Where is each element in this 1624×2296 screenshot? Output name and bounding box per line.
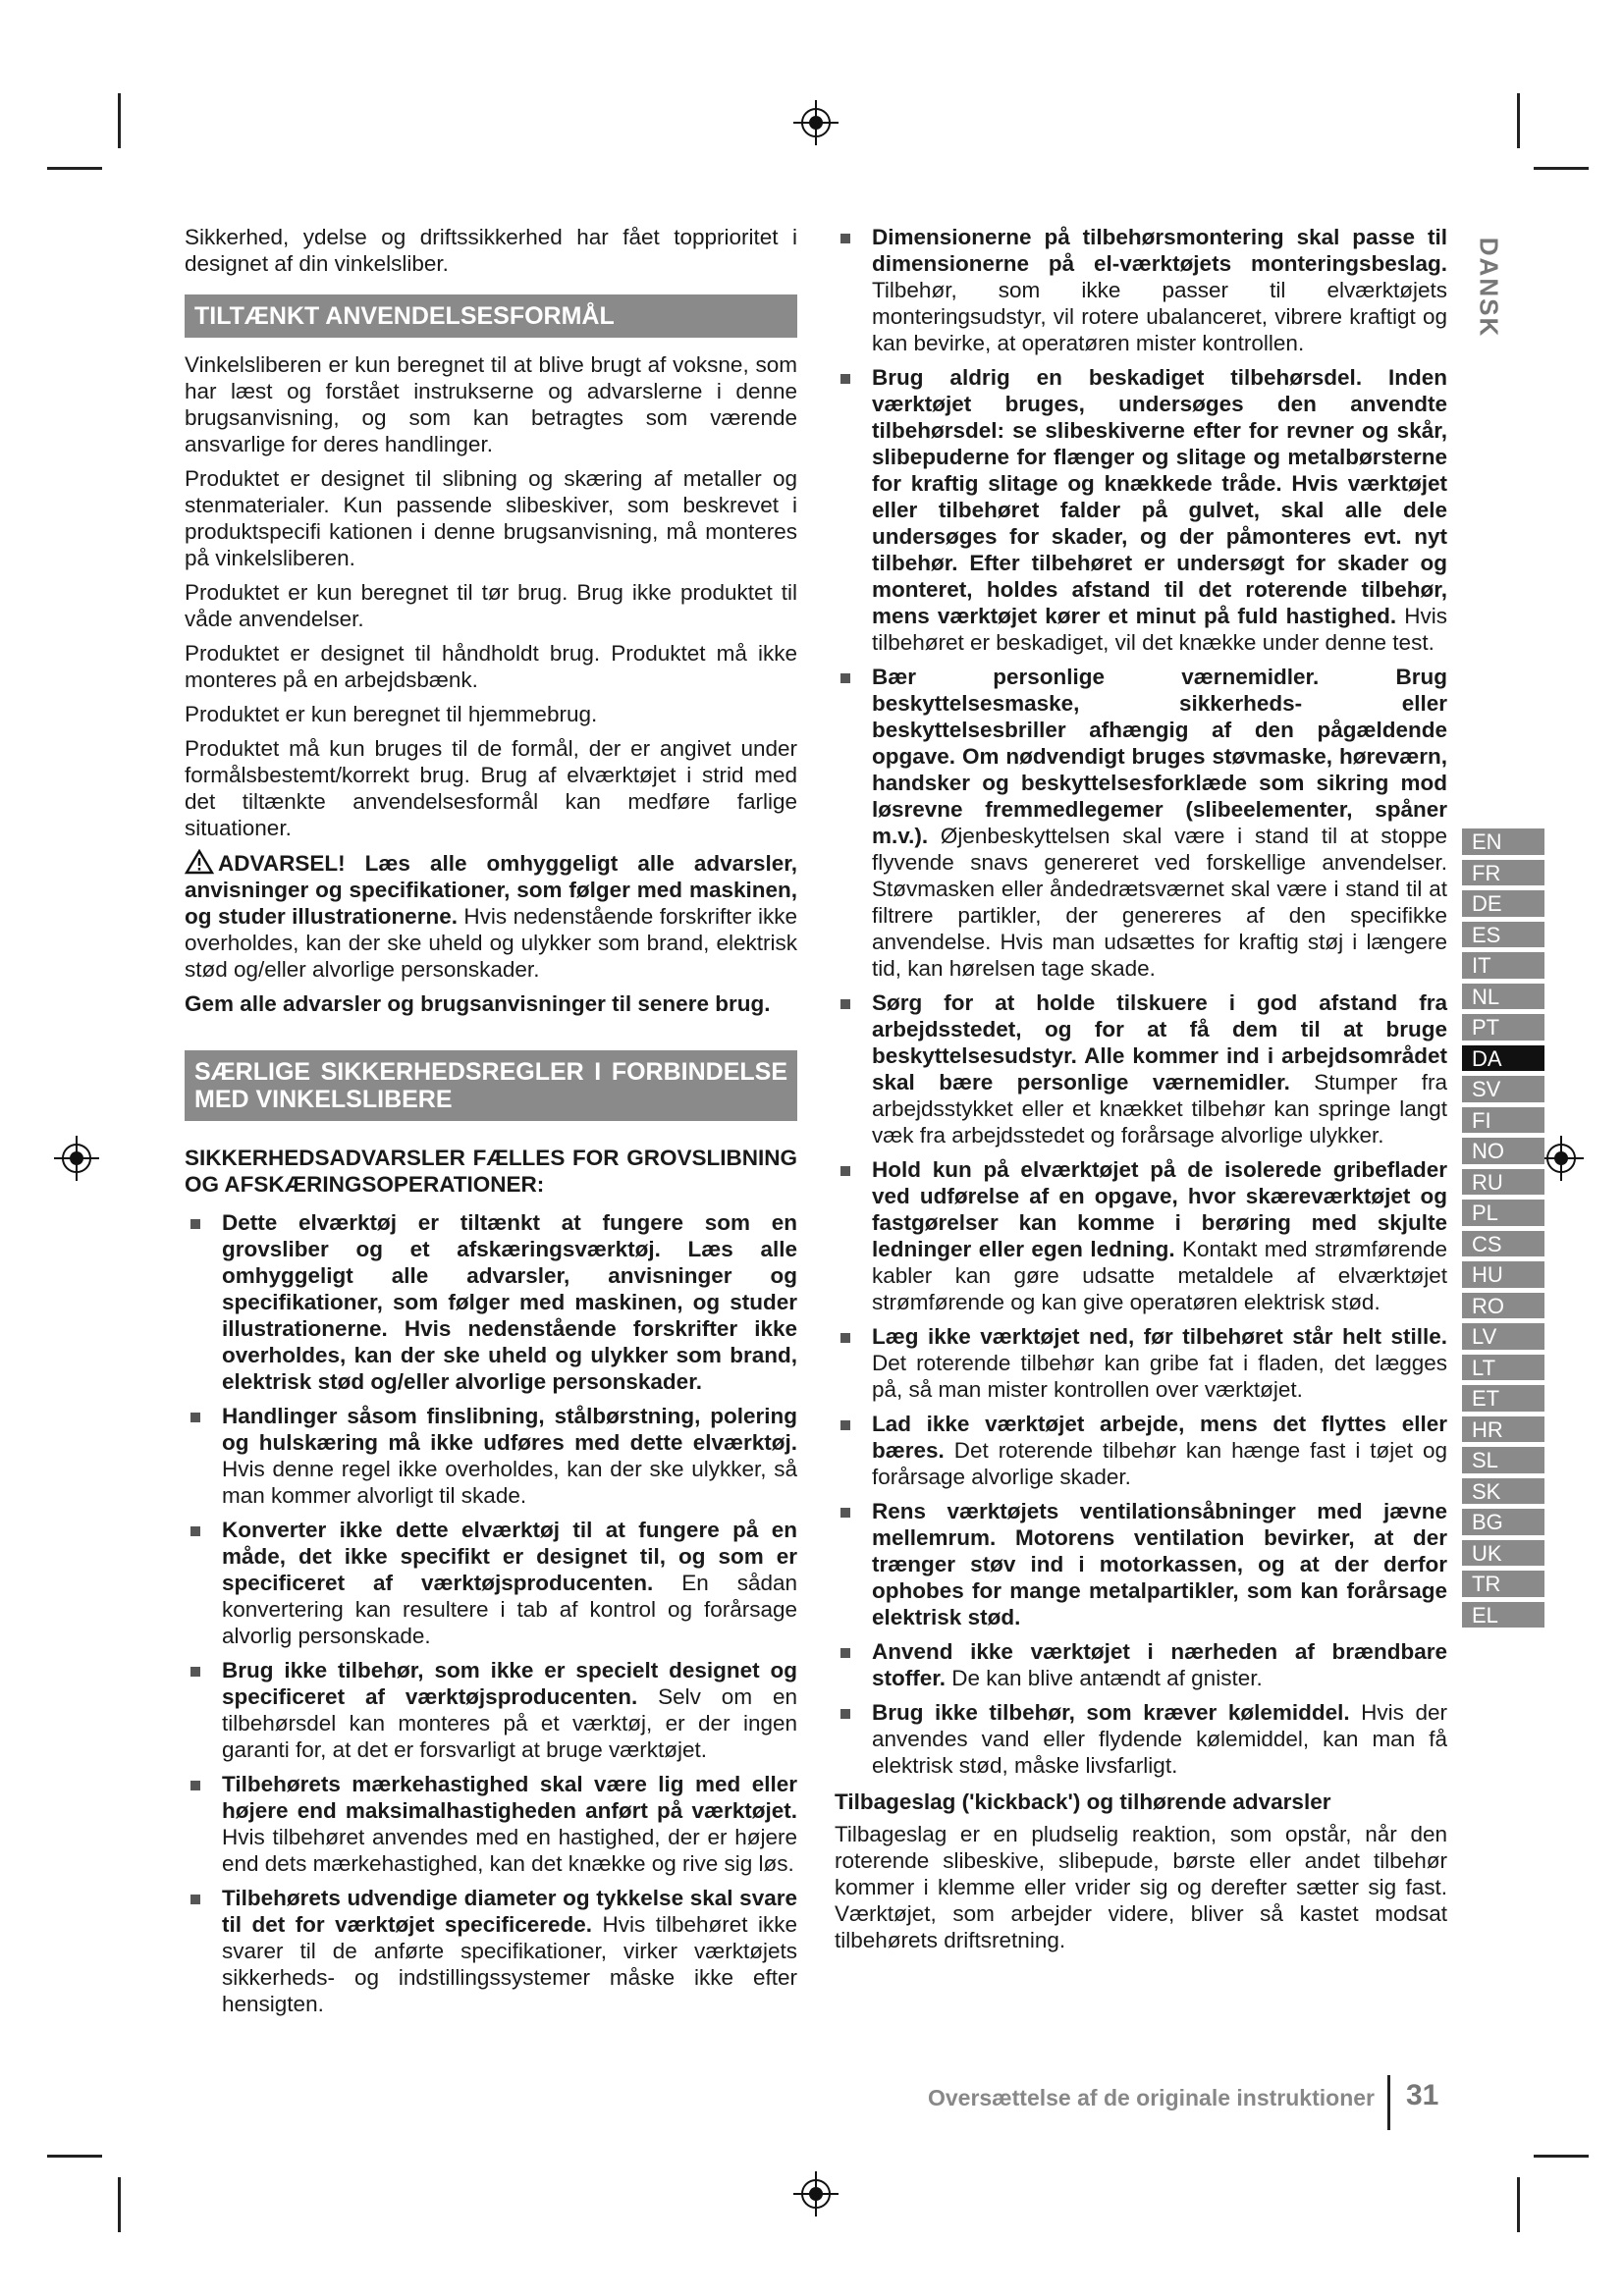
- bullet-list: [835, 224, 1447, 1779]
- list-item: [835, 664, 1447, 982]
- page-number: 31: [1406, 2079, 1439, 2111]
- language-tab-tr[interactable]: TR: [1462, 1571, 1544, 1597]
- list-item-bold: Handlinger såsom finslibning, stålbørstning, polering og hulskæring må ikke udføres med dette elværktøj.: [222, 1404, 797, 1455]
- language-tab-en[interactable]: EN: [1462, 828, 1544, 855]
- list-item-text: Det roterende tilbehør kan gribe fat i fladen, det lægges på, så man mister kontrollen over værktøjet.: [872, 1351, 1447, 1402]
- list-item-bold: Hold kun på elværktøjet på de isolerede gribeflader ved udførelse af en opgave, hvor skæreværktøjet og fastgørelser kan komme i berøring med skjulte ledninger eller egen ledning.: [872, 1157, 1447, 1261]
- language-tab-sl[interactable]: SL: [1462, 1447, 1544, 1473]
- list-item-text: Hvis tilbehøret er beskadiget, vil det knække under denne test.: [872, 604, 1447, 655]
- crop-mark: [1534, 167, 1589, 170]
- language-tab-sv[interactable]: SV: [1462, 1076, 1544, 1102]
- kickback-heading: Tilbageslag ('kickback') og tilhørende advarsler: [835, 1789, 1331, 1814]
- paragraph: Produktet må kun bruges til de formål, der er angivet under formålsbestemt/korrekt brug. Brug af elværktøjet i strid med det tiltænkte anvendelsesformål kan medføre farlige situationer.: [185, 736, 797, 840]
- list-item: [185, 1657, 797, 1763]
- language-tab-fr[interactable]: FR: [1462, 860, 1544, 886]
- crop-mark: [118, 93, 121, 148]
- list-item-text: Stumper fra arbejdsstykket eller et knækket tilbehør kan springe langt væk fra arbejdsstedet og forårsage alvorlige ulykker.: [872, 1070, 1448, 1148]
- list-item-bold: Brug ikke tilbehør, som kræver kølemiddel.: [872, 1700, 1350, 1725]
- language-tab-de[interactable]: DE: [1462, 890, 1544, 917]
- list-item: [185, 1771, 797, 1877]
- list-item: [835, 1638, 1447, 1691]
- crop-mark: [47, 167, 102, 170]
- paragraph: Produktet er kun beregnet til hjemmebrug.: [185, 702, 598, 726]
- language-tab-et[interactable]: ET: [1462, 1385, 1544, 1412]
- section-heading: TILTÆNKT ANVENDELSESFORMÅL: [185, 294, 797, 338]
- list-item-text: Det roterende tilbehør kan hænge fast i tøjet og forårsage alvorlige skader.: [872, 1438, 1447, 1489]
- list-item: [835, 1498, 1447, 1630]
- list-item-text: Øjenbeskyttelsen skal være i stand til at stoppe flyvende snavs genereret ved forskellige anvendelser. Støvmasken eller åndedrætsværnet skal være i stand til at filtrere partikler, der genereres af den specifikke anvendelse. Hvis man udsættes for kraftig støj i længere tid, kan hørelsen tage skade.: [872, 824, 1447, 981]
- list-item-text: En sådan konvertering kan resultere i tab af kontrol og forårsage alvorlig personskade.: [222, 1571, 798, 1648]
- list-item-bold: Anvend ikke værktøjet i nærheden af brændbare stoffer.: [872, 1639, 1447, 1690]
- language-tab-hr[interactable]: HR: [1462, 1416, 1544, 1443]
- language-tab-hu[interactable]: HU: [1462, 1261, 1544, 1288]
- language-tab-cs[interactable]: CS: [1462, 1231, 1544, 1257]
- crop-mark: [1534, 2155, 1589, 2158]
- list-item: [835, 1699, 1447, 1779]
- list-item-text: Hvis tilbehøret anvendes med en hastighed, der er højere end dets mærkehastighed, kan det knække og rive sig løs.: [222, 1825, 797, 1876]
- list-item-bold: Tilbehørets mærkehastighed skal være lig med eller højere end maksimalhastigheden anført på værktøjet.: [222, 1772, 797, 1823]
- language-tab-nl[interactable]: NL: [1462, 984, 1544, 1010]
- list-item: [835, 1323, 1447, 1403]
- bullet-list: [185, 1209, 797, 2017]
- registration-mark-icon: [793, 100, 839, 145]
- crop-mark: [1517, 2177, 1520, 2232]
- list-item: [835, 224, 1447, 356]
- language-tab-pl[interactable]: PL: [1462, 1200, 1544, 1226]
- language-tab-sk[interactable]: SK: [1462, 1478, 1544, 1505]
- registration-mark-icon: [793, 2171, 839, 2216]
- kickback-paragraph: Tilbageslag er en pludselig reaktion, som opstår, når den roterende slibeskive, slibepude, børste eller andet tilbehør kommer i klemme eller vrider sig og derefter sætter sig fast. Værktøjet, som arbejder videre, bliver så kastet modsat tilbehørets driftsretning.: [835, 1822, 1447, 1952]
- language-tab-fi[interactable]: FI: [1462, 1107, 1544, 1134]
- list-item-text: Hvis der anvendes vand eller flydende kølemiddel, kan man få elektrisk stød, måske livsfarligt.: [872, 1700, 1447, 1778]
- list-item-bold: Dette elværktøj er tiltænkt at fungere som en grovsliber og et afskæringsværktøj. Læs alle omhyggeligt alle advarsler, anvisninger og specifikationer, som følger med maskinen, og studer illustrationerne. Hvis nedenstående forskrifter ikke overholdes, kan der ske uheld og ulykker som brand, elektrisk stød og/eller alvorlige personskader.: [222, 1210, 797, 1394]
- list-item-text: Tilbehør, som ikke passer til elværktøjets monteringsudstyr, vil rotere ubalanceret, vibrere kraftigt og kan bevirke, at operatøren mister kontrollen.: [872, 278, 1447, 355]
- footer-divider: [1387, 2075, 1390, 2130]
- crop-mark: [47, 2155, 102, 2158]
- list-item-bold: Sørg for at holde tilskuere i god afstand fra arbejdsstedet, og for at få dem til at bruge beskyttelsesudstyr. Alle kommer ind i arbejdsområdet skal bære personlige værnemidler.: [872, 990, 1447, 1095]
- paragraph: Produktet er kun beregnet til tør brug. Brug ikke produktet til våde anvendelser.: [185, 580, 797, 631]
- left-column: [185, 224, 797, 2025]
- list-item: [185, 1403, 797, 1509]
- right-column: [835, 224, 1447, 1961]
- warning-bold-text: ADVARSEL! Læs alle omhyggeligt alle advarsler, anvisninger og specifikationer, som følger med maskinen, og studer illustrationerne.: [185, 851, 797, 929]
- crop-mark: [1517, 93, 1520, 148]
- list-item-text: Hvis tilbehøret ikke svarer til de anførte specifikationer, virker værktøjets sikkerheds- og indstillingssystemer måske ikke efter hensigten.: [222, 1912, 797, 2016]
- list-item-text: De kan blive antændt af gnister.: [946, 1666, 1263, 1690]
- paragraph: Vinkelsliberen er kun beregnet til at blive brugt af voksne, som har læst og forstået instrukserne og advarslerne i denne brugsanvisning, og som kan betragtes som værende ansvarlige for deres handlinger.: [185, 352, 797, 456]
- warning-text: Hvis nedenstående forskrifter ikke overholdes, kan der ske uheld og ulykker som brand, elektrisk stød og/eller alvorlige personskader.: [185, 904, 797, 982]
- language-tabs: [1462, 828, 1544, 1632]
- intro-paragraph: Sikkerhed, ydelse og driftssikkerhed har fået topprioritet i designet af din vinkelsliber.: [185, 225, 797, 276]
- registration-mark-icon: [1539, 1136, 1584, 1181]
- language-tab-el[interactable]: EL: [1462, 1602, 1544, 1629]
- list-item-bold: Dimensionerne på tilbehørsmontering skal passe til dimensionerne på el-værktøjets monteringsbeslag.: [872, 225, 1447, 276]
- list-item-bold: Læg ikke værktøjet ned, før tilbehøret står helt stille.: [872, 1324, 1447, 1349]
- list-item-bold: Konverter ikke dette elværktøj til at fungere på en måde, det ikke specifikt er designet til, og som er specificeret af værktøjsproducenten.: [222, 1518, 797, 1595]
- section-heading: SÆRLIGE SIKKERHEDSREGLER I FORBINDELSE MED VINKELSLIBERE: [185, 1050, 797, 1121]
- list-item-bold: Bær personlige værnemidler. Brug beskyttelsesmaske, sikkerheds- eller beskyttelsesbriller afhængig af den pågældende opgave. Om nødvendigt bruges støvmaske, høreværn, handsker og beskyttelsesforklæde som sikring mod løsrevne fremmedlegemer (slibeelementer, spåner m.v.).: [872, 665, 1447, 848]
- language-tab-ro[interactable]: RO: [1462, 1293, 1544, 1319]
- language-tab-ru[interactable]: RU: [1462, 1169, 1544, 1196]
- list-item-bold: Lad ikke værktøjet arbejde, mens det flyttes eller bæres.: [872, 1412, 1447, 1463]
- list-item-bold: Rens værktøjets ventilationsåbninger med jævne mellemrum. Motorens ventilation bevirker, at der trænger støv ind i motorkassen, og at der derfor ophobes for mange metalpartikler, som kan forårsage elektrisk stød.: [872, 1499, 1447, 1629]
- registration-mark-icon: [54, 1136, 99, 1181]
- warning-paragraph: [185, 849, 797, 983]
- paragraph: Produktet er designet til håndholdt brug. Produktet må ikke monteres på en arbejdsbænk.: [185, 641, 797, 692]
- list-item: [185, 1209, 797, 1395]
- paragraph: Produktet er designet til slibning og skæring af metaller og stenmaterialer. Kun passende slibeskiver, som beskrevet i produktspecifi kationen i denne brugsanvisning, må monteres på vinkelsliberen.: [185, 466, 797, 570]
- language-tab-es[interactable]: ES: [1462, 922, 1544, 948]
- list-item-bold: Brug aldrig en beskadiget tilbehørsdel. Inden værktøjet bruges, undersøges den anvendte tilbehørsdel: se slibeskiverne efter for revner og skår, slibepuderne for flænger og slitage og metalbørsterne for kraftig slitage og knækkede tråde. Hvis værktøjet eller tilbehøret falder på gulvet, skal alle dele undersøges for skader, og der påmonteres evt. nyt tilbehør. Efter tilbehøret er undersøgt for skader og monteret, holdes afstand til det roterende tilbehør, mens værktøjet kører et minut på fuld hastighed.: [872, 365, 1447, 628]
- language-tab-da[interactable]: DA: [1462, 1045, 1544, 1072]
- language-tab-lt[interactable]: LT: [1462, 1355, 1544, 1381]
- list-item: [835, 364, 1447, 656]
- list-item-text: Selv om en tilbehørsdel kan monteres på et værktøj, er der ingen garanti for, at det er forsvarligt at bruge værktøjet.: [222, 1684, 797, 1762]
- crop-mark: [118, 2177, 121, 2232]
- list-item: [185, 1517, 797, 1649]
- list-item-text: Hvis denne regel ikke overholdes, kan der ske ulykker, så man kommer alvorligt til skade.: [222, 1457, 797, 1508]
- language-side-label: [1469, 234, 1508, 342]
- language-tab-pt[interactable]: PT: [1462, 1014, 1544, 1041]
- list-item: [835, 1156, 1447, 1315]
- list-item-bold: Brug ikke tilbehør, som ikke er specielt designet og specificeret af værktøjsproducenten.: [222, 1658, 797, 1709]
- language-tab-it[interactable]: IT: [1462, 952, 1544, 979]
- language-tab-lv[interactable]: LV: [1462, 1323, 1544, 1350]
- language-side-label-text: DANSK: [1474, 237, 1504, 339]
- list-item: [835, 1411, 1447, 1490]
- keep-instructions: Gem alle advarsler og brugsanvisninger til senere brug.: [185, 991, 771, 1016]
- list-item: [835, 989, 1447, 1148]
- sub-heading: SIKKERHEDSADVARSLER FÆLLES FOR GROVSLIBNING OG AFSKÆRINGSOPERATIONER:: [185, 1146, 797, 1197]
- footer-text: Oversættelse af de originale instruktioner: [927, 2085, 1375, 2110]
- list-item-text: Kontakt med strømførende kabler kan gøre udsatte metaldele af elværktøjet strømførende og kan give operatøren elektrisk stød.: [872, 1237, 1447, 1314]
- language-tab-uk[interactable]: UK: [1462, 1540, 1544, 1567]
- list-item-bold: Tilbehørets udvendige diameter og tykkelse skal svare til det for værktøjet specificerede.: [222, 1886, 797, 1937]
- language-tab-bg[interactable]: BG: [1462, 1509, 1544, 1535]
- language-tab-no[interactable]: NO: [1462, 1138, 1544, 1164]
- warning-triangle-icon: [185, 849, 214, 875]
- list-item: [185, 1885, 797, 2017]
